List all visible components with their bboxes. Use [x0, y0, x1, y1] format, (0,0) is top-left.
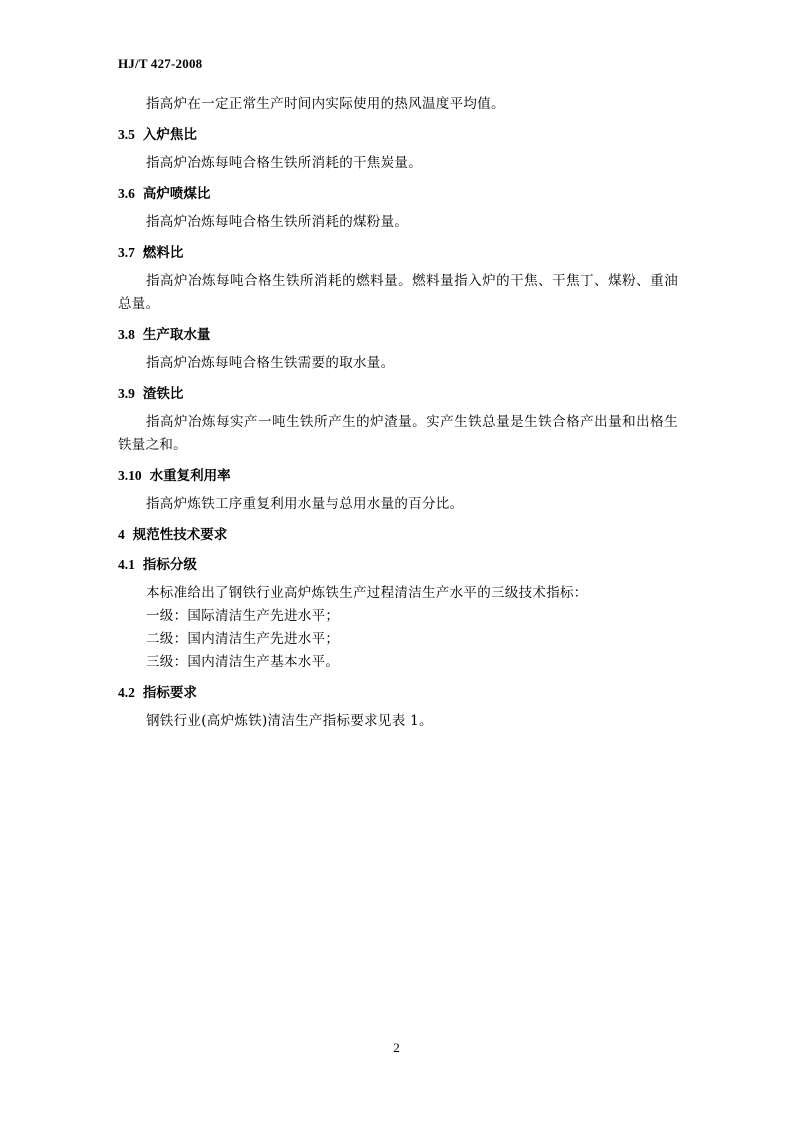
section-number: 3.10: [118, 468, 142, 483]
section-number: 4: [118, 527, 125, 542]
section-paragraph: 本标准给出了钢铁行业高炉炼铁生产过程清洁生产水平的三级技术指标：: [146, 585, 588, 601]
document-body: [118, 93, 678, 733]
section-number: 3.7: [118, 245, 135, 260]
section-paragraph: 指高炉冶炼每吨合格生铁所消耗的燃料量。燃料量指入炉的干焦、干焦丁、煤粉、重油总量。: [118, 273, 678, 312]
section-heading-3-8: [118, 324, 678, 346]
section-heading-3-6: [118, 183, 678, 205]
section-heading-3-10: [118, 465, 678, 487]
section-number: 4.2: [118, 685, 135, 700]
section-paragraph: 指高炉冶炼每实产一吨生铁所产生的炉渣量。实产生铁总量是生铁合格产出量和出格生铁量之和。: [118, 414, 678, 453]
intro-paragraph: 指高炉在一定正常生产时间内实际使用的热风温度平均值。: [146, 96, 505, 112]
section-title: 高炉喷煤比: [142, 186, 211, 202]
section-number: 3.9: [118, 386, 135, 401]
section-title: 生产取水量: [142, 327, 211, 343]
level-list-item: 一级：国际清洁生产先进水平；: [146, 608, 340, 624]
section-title: 规范性技术要求: [132, 527, 228, 543]
level-list-item: 二级：国内清洁生产先进水平；: [146, 631, 340, 647]
section-number: 4.1: [118, 557, 135, 572]
section-number: 3.5: [118, 127, 135, 142]
section-heading-3-7: [118, 242, 678, 264]
section-paragraph: 指高炉冶炼每吨合格生铁所消耗的煤粉量。: [146, 214, 409, 230]
section-title: 渣铁比: [142, 386, 184, 402]
section-heading-3-5: [118, 124, 678, 146]
section-heading-3-9: [118, 383, 678, 405]
section-paragraph: 钢铁行业(高炉炼铁)清洁生产指标要求见表 1。: [146, 713, 433, 729]
section-number: 3.8: [118, 327, 135, 342]
section-paragraph: 指高炉冶炼每吨合格生铁需要的取水量。: [146, 355, 395, 371]
section-number: 3.6: [118, 186, 135, 201]
section-title: 指标要求: [142, 685, 197, 701]
section-paragraph: 指高炉炼铁工序重复利用水量与总用水量的百分比。: [146, 496, 464, 512]
section-title: 入炉焦比: [142, 127, 197, 143]
page-number: 2: [393, 1040, 400, 1055]
section-heading-4: [118, 524, 678, 546]
section-heading-4-2: [118, 682, 678, 704]
level-list-item: 三级：国内清洁生产基本水平。: [146, 654, 340, 670]
section-title: 指标分级: [142, 557, 197, 573]
document-code-header: HJ/T 427-2008: [118, 56, 203, 71]
section-paragraph: 指高炉冶炼每吨合格生铁所消耗的干焦炭量。: [146, 155, 422, 171]
section-title: 燃料比: [142, 245, 184, 261]
section-title: 水重复利用率: [149, 468, 231, 484]
section-heading-4-1: [118, 554, 678, 576]
